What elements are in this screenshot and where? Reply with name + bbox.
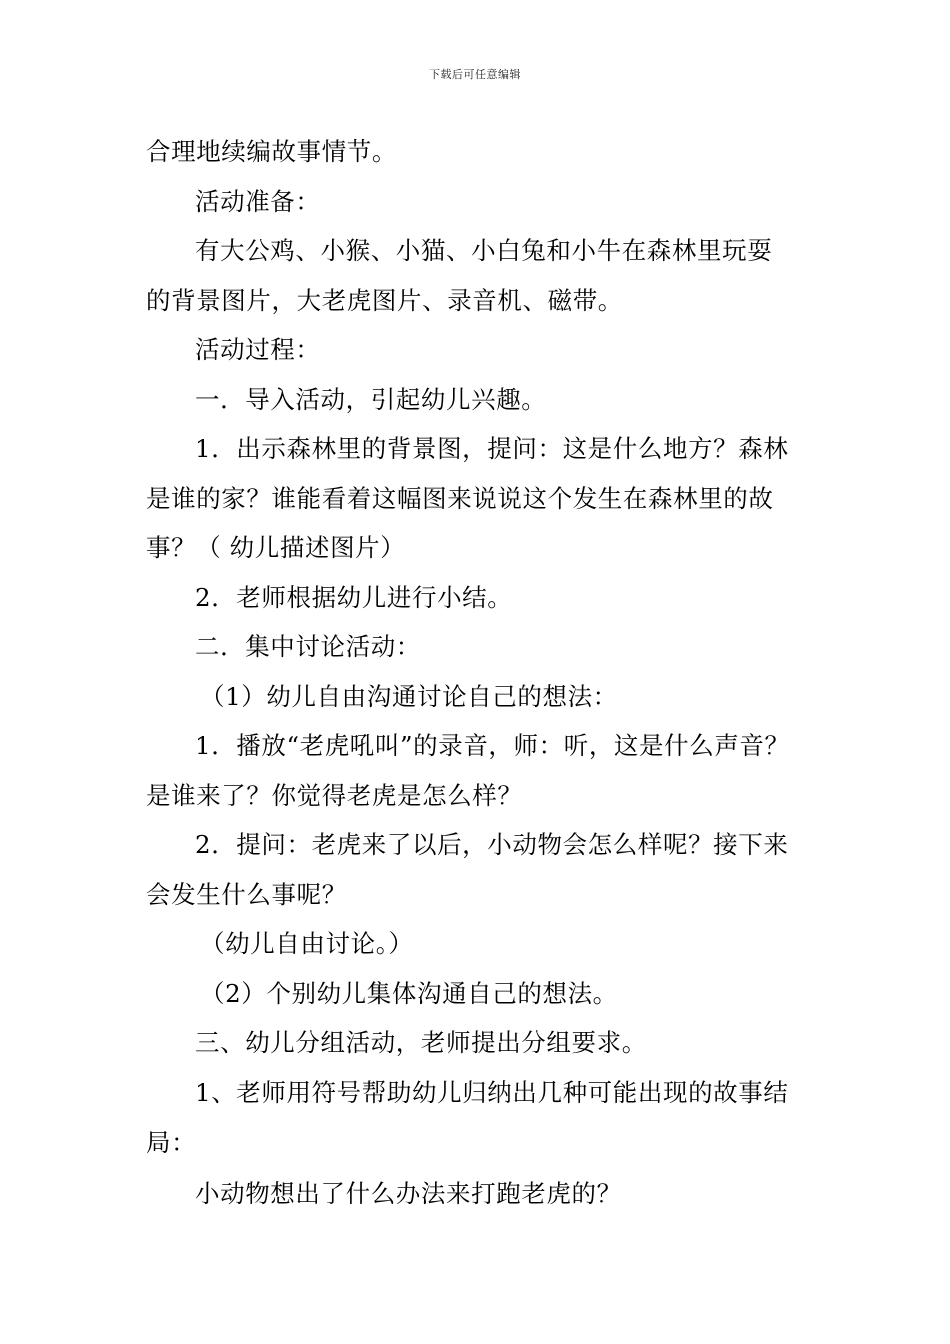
paragraph-line: （2）个别幼儿集体沟通自己的想法。 (200, 978, 618, 1008)
paragraph-line: 1．播放“老虎吼叫”的录音，师：听，这是什么声音？ (195, 731, 790, 760)
paragraph-line: 是谁的家？谁能看着这幅图来说说这个发生在森林里的故 (146, 483, 774, 513)
paragraph-line: 的背景图片，大老虎图片、录音机、磁带。 (146, 285, 623, 315)
section-heading-preparation: 活动准备： (195, 186, 321, 216)
document-body (146, 127, 836, 1219)
paragraph-line: 会发生什么事呢？ (146, 879, 347, 909)
paragraph-line: 1、老师用符号帮助幼儿归纳出几种可能出现的故事结 (195, 1077, 789, 1107)
paragraph-line: 小动物想出了什么办法来打跑老虎的？ (195, 1179, 622, 1208)
paragraph-line: 一．导入活动，引起幼儿兴趣。 (195, 384, 547, 414)
paragraph-line: （1）幼儿自由沟通讨论自己的想法： (200, 681, 618, 711)
page-header: 下载后可任意编辑 (429, 68, 521, 81)
paragraph-line: 二．集中讨论活动： (195, 632, 421, 661)
paragraph-line: 有大公鸡、小猴、小猫、小白兔和小牛在森林里玩耍 (195, 236, 773, 265)
paragraph-line: （幼儿自由讨论。） (200, 929, 414, 958)
paragraph-line: 是谁来了？你觉得老虎是怎么样？ (146, 780, 523, 810)
paragraph-line: 三、幼儿分组活动，老师提出分组要求。 (195, 1028, 647, 1057)
paragraph-line: 事？（ 幼儿描述图片） (146, 533, 406, 562)
paragraph-line: 局： (146, 1128, 197, 1157)
section-heading-process: 活动过程： (195, 335, 321, 364)
paragraph-line: 合理地续编故事情节。 (146, 137, 397, 166)
paragraph-line: 2．提问：老虎来了以后，小动物会怎么样呢？接下来 (195, 830, 789, 859)
paragraph-line: 1．出示森林里的背景图，提问：这是什么地方？森林 (195, 434, 789, 463)
paragraph-line: 2．老师根据幼儿进行小结。 (195, 582, 513, 612)
